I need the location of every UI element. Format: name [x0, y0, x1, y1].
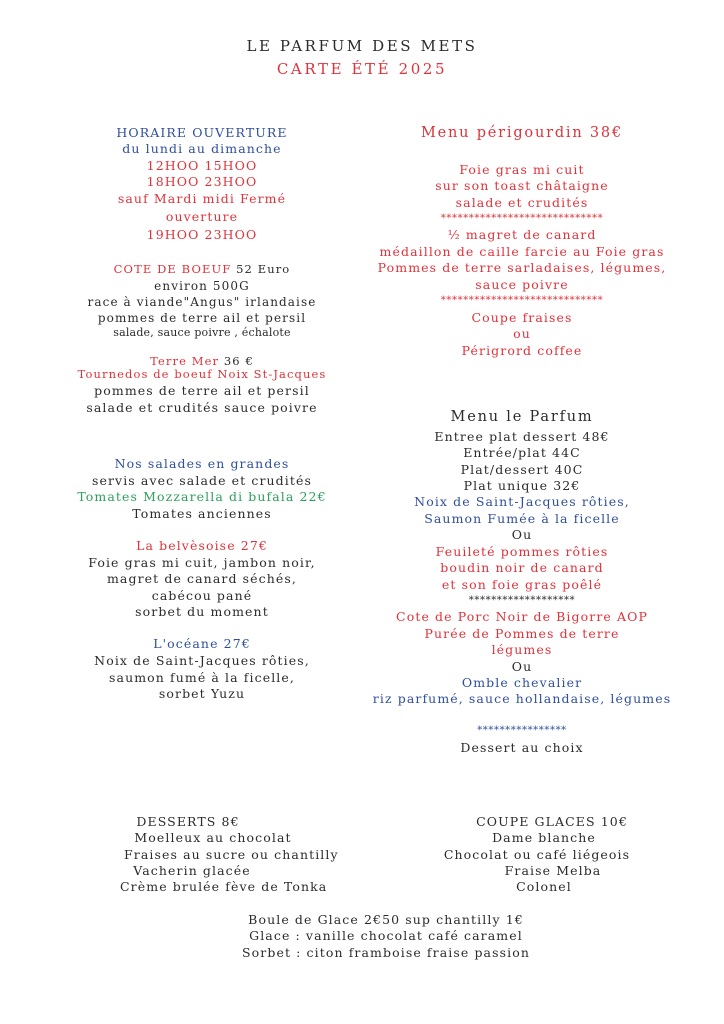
dessert-item: Moelleux au chocolat [134, 830, 292, 845]
dessert-item: Crème brulée fève de Tonka [120, 879, 328, 894]
parfum-main2-line: riz parfumé, sauce hollandaise, légumes [372, 691, 672, 706]
parfum-main2-line: Omble chevalier [461, 675, 583, 690]
glaces-line: Boule de Glace 2€50 sup chantilly 1€ [248, 912, 524, 927]
perigourdin-main-line: sauce poivre [475, 277, 569, 292]
parfum-price-line: Entree plat dessert 48€ [434, 429, 610, 444]
hours-exception: sauf Mardi midi Fermé [117, 191, 287, 206]
perigourdin-main-line: ½ magret de canard [447, 227, 597, 242]
coupe-glace-item: Colonel [516, 879, 572, 894]
hours-opening-label: ouverture [165, 209, 239, 224]
dessert-item: Vacherin glacée [133, 863, 251, 878]
perigourdin-main-line: médaillon de caille farcie au Foie gras [379, 244, 665, 259]
coupe-glaces-title: COUPE GLACES 10€ [476, 814, 628, 829]
terre-mer-price: 36 € [223, 354, 254, 368]
salads-title: Nos salades en grandes [114, 456, 290, 471]
glaces-line: Sorbet : citon framboise fraise passion [241, 945, 531, 960]
menu-perigourdin-title: Menu périgourdin 38€ [421, 125, 623, 141]
terre-mer-line1: Tournedos de boeuf Noix St-Jacques [77, 367, 327, 381]
parfum-price-line: Entrée/plat 44C [463, 445, 581, 460]
hours-days: du lundi au dimanche [122, 141, 282, 156]
cote-de-boeuf-breed: race à viande"Angus" irlandaise [87, 295, 317, 309]
salad-tomates-mozzarella: Tomates Mozzarella di bufala 22€ [77, 489, 327, 504]
parfum-main1-line: Purée de Pommes de terre [424, 626, 620, 641]
parfum-price-line: Plat/dessert 40C [460, 462, 584, 477]
terre-mer-heading [2, 356, 402, 368]
salad-tomates-anciennes: Tomates anciennes [132, 506, 272, 521]
salad-belvesoise-line: Foie gras mi cuit, jambon noir, [88, 555, 316, 570]
cote-de-boeuf-price: 52 Euro [236, 262, 291, 276]
hours-slot-dinner: 18HOO 23HOO [146, 174, 258, 189]
salad-oceane-line: sorbet Yuzu [158, 686, 246, 701]
salad-oceane-name: L'océane 27€ [153, 636, 251, 651]
perigourdin-dessert-line: ou [513, 326, 531, 341]
cote-de-boeuf-weight: environ 500G [154, 279, 250, 293]
parfum-main1-line: légumes [491, 642, 553, 657]
salad-oceane-line: Noix de Saint-Jacques rôties, [94, 653, 310, 668]
parfum-starter2-line: et son foie gras poêlé [441, 577, 603, 592]
menu-parfum-title: Menu le Parfum [450, 409, 594, 425]
perigourdin-starter-line: sur son toast châtaigne [435, 178, 609, 193]
menu-title: LE PARFUM DES METS [246, 37, 478, 55]
terre-mer-line3: salade et crudités sauce poivre [86, 400, 318, 415]
perigourdin-separator: ***************************** [440, 295, 604, 306]
hours-opening-hours: 19HOO 23HOO [146, 227, 258, 242]
parfum-main1-line: Cote de Porc Noir de Bigorre AOP [396, 609, 648, 624]
parfum-separator: **************** [477, 725, 567, 736]
salad-belvesoise-line: sorbet du moment [135, 604, 269, 619]
parfum-or: Ou [511, 527, 533, 542]
menu-subtitle: CARTE ÉTÉ 2025 [276, 60, 448, 78]
glaces-line: Glace : vanille chocolat café caramel [249, 928, 523, 943]
terre-mer-line2: pommes de terre ail et persil [94, 383, 310, 398]
desserts-title: DESSERTS 8€ [136, 814, 240, 829]
salad-belvesoise-line: magret de canard séchés, [106, 571, 297, 586]
salads-subtitle: servis avec salade et crudités [91, 473, 313, 488]
salad-belvesoise-line: cabécou pané [151, 588, 253, 603]
parfum-price-line: Plat unique 32€ [463, 478, 581, 493]
dessert-item: Fraises au sucre ou chantilly [124, 847, 339, 862]
hours-slot-lunch: 12HOO 15HOO [146, 158, 258, 173]
hours-title: HORAIRE OUVERTURE [116, 125, 288, 140]
perigourdin-dessert-line: Coupe fraises [471, 310, 573, 325]
perigourdin-separator: ***************************** [440, 213, 604, 224]
cote-de-boeuf-name: COTE DE BOEUF [113, 262, 232, 276]
coupe-glace-item: Chocolat ou café liégeois [443, 847, 631, 862]
perigourdin-dessert-line: Périgrord coffee [461, 343, 583, 358]
coupe-glace-item: Fraise Melba [504, 863, 602, 878]
parfum-starter1-line: Saumon Fumée à la ficelle [424, 511, 620, 526]
parfum-separator: ******************* [468, 595, 576, 606]
parfum-starter1-line: Noix de Saint-Jacques rôties, [414, 494, 630, 509]
cote-de-boeuf-side-potatoes: pommes de terre ail et persil [97, 311, 307, 325]
coupe-glace-item: Dame blanche [492, 830, 596, 845]
perigourdin-starter-line: salade et crudités [455, 195, 589, 210]
salad-belvesoise-name: La belvèsoise 27€ [136, 538, 268, 553]
perigourdin-starter-line: Foie gras mi cuit [459, 162, 585, 177]
perigourdin-main-line: Pommes de terre sarladaises, légumes, [377, 260, 667, 275]
salad-oceane-line: saumon fumé à la ficelle, [109, 670, 295, 685]
parfum-or: Ou [511, 659, 533, 674]
cote-de-boeuf-side-salad: salade, sauce poivre , échalote [113, 326, 291, 339]
terre-mer-name: Terre Mer [150, 354, 220, 368]
parfum-dessert: Dessert au choix [460, 740, 584, 755]
parfum-starter2-line: Feuileté pommes rôties [435, 544, 609, 559]
parfum-starter2-line: boudin noir de canard [440, 560, 604, 575]
